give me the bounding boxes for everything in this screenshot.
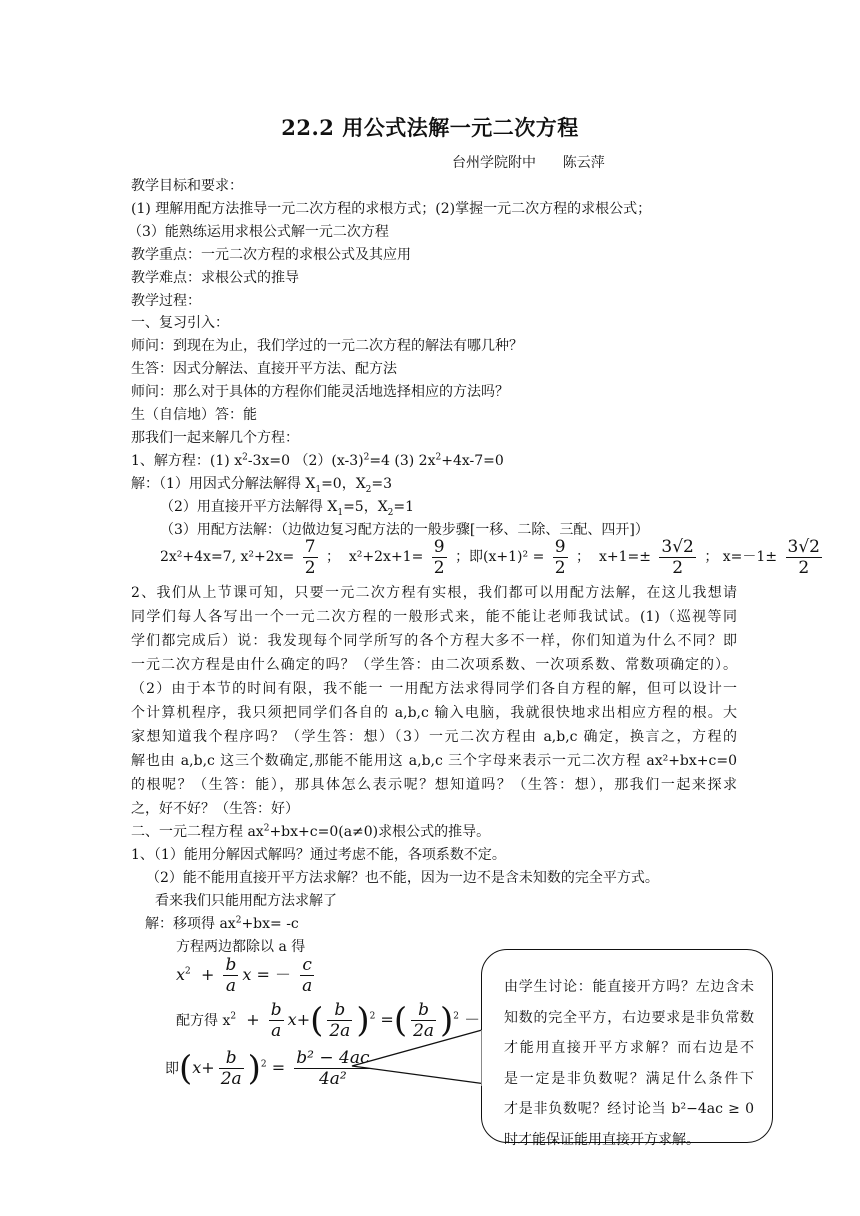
goals-heading: 教学目标和要求： bbox=[131, 178, 243, 194]
process-heading: 教学过程： bbox=[131, 293, 201, 309]
callout-line: 才能用直接开平方求解？而右边是不 bbox=[504, 1040, 754, 1056]
completing-square-equations: 2x²+4x=7, x²+2x= $\frac{7}{2}$ ； x²+2x+1= $\frac{9}{2}$ ；即(x+1)² = $\frac{9}{2}$ ； x+1=± $\frac{3√2}{2}$ ； x=－1± $\frac{3√2}{2}$ bbox=[160, 536, 820, 578]
squared-form-equation: 即(x+ $\frac{b}{2a}$ )$^2$ = $\frac{\text{b² − 4ac}}{\text{4a²}}$ bbox=[165, 1048, 370, 1089]
paragraph-line: 一元二次方程是由什么确定的吗？（学生答：由二次项系数、一次项系数、常数项确定的）。 bbox=[131, 657, 737, 673]
paragraph-line: 家想知道我个程序吗？（学生答：想）（3）一元二次方程由 a,b,c 确定，换言之，方程的 bbox=[131, 729, 737, 745]
step-4: 解：移项得 $ax^2+bx= -c$ bbox=[145, 915, 299, 932]
teacher-question-1: 师问：到现在为止，我们学过的一元二次方程的解法有哪几种？ bbox=[131, 338, 523, 354]
fraction-b-over-a-2: $\frac{b}{a}$ bbox=[270, 1000, 282, 1041]
step-1: 1、（1）能用分解因式解吗？通过考虑不能，各项系数不定。 bbox=[131, 847, 506, 863]
divided-equation: $x^2$ + $\frac{b}{a}$ x = － $\frac{c}{a}$ bbox=[176, 955, 313, 996]
student-answer-1: 生答：因式分解法、直接开平方法、配方法 bbox=[131, 361, 397, 377]
solution-line-1: 解：（1）用因式分解法解得 $X_1=0$，$X_2=3$ bbox=[131, 476, 393, 495]
paragraph-line: 解也由 a,b,c 这三个数确定,那能不能用这 a,b,c 三个字母来表示一元二次方程 ax²+bx+c=0 bbox=[131, 753, 737, 769]
fraction-b-over-2a: $\frac{b}{2a}$ bbox=[329, 1000, 351, 1041]
fraction-9-over-2-b: $\frac{9}{2}$ bbox=[554, 536, 566, 578]
problem-line: 1、解方程：(1) $x^2-3x=0$ $(2)(x-3)^2=4$ (3) $2x^2+4x-7=0$ bbox=[131, 452, 504, 469]
fraction-9-over-2: $\frac{9}{2}$ bbox=[433, 536, 445, 578]
fraction-root-1: $\frac{3√2}{2}$ bbox=[661, 536, 694, 578]
fraction-b-over-2a-b: $\frac{b}{2a}$ bbox=[413, 1000, 435, 1041]
callout-junction bbox=[478, 1028, 488, 1088]
step-2: （2）能不能用直接开平方法求解？也不能，因为一边不是含未知数的完全平方式。 bbox=[146, 870, 659, 886]
goal-line-1: (1) 理解用配方法推导一元二次方程的求根方式；(2)掌握一元二次方程的求根公式； bbox=[131, 201, 652, 217]
paragraph-line: （2）由于本节的时间有限，我不能一 一用配方法求得同学们各自方程的解，但可以设计一 bbox=[131, 681, 737, 697]
callout-line-last: 时才能保证能用直接开方求解。 bbox=[504, 1131, 700, 1148]
callout-line: 是一定是非负数呢？满足什么条件下 bbox=[504, 1070, 754, 1087]
paragraph-line: 学们都完成后）说：我发现每个同学所写的各个方程大多不一样，你们知道为什么不同？即 bbox=[131, 633, 737, 649]
paragraph-line: 同学们每人各写出一个一元二次方程的一般形式来，能不能让老师我试试。(1)（巡视等同 bbox=[131, 609, 737, 625]
callout-line: 才是非负数呢？经讨论当 b²−4ac ≥ 0 bbox=[504, 1101, 754, 1117]
author-line: 台州学院附中 陈云萍 bbox=[452, 155, 605, 171]
callout-line: 知数的完全平方，右边要求是非负常数 bbox=[504, 1009, 754, 1026]
step-5: 方程两边都除以 a 得 bbox=[176, 939, 306, 955]
goal-line-2: （3）能熟练运用求根公式解一元二次方程 bbox=[128, 224, 389, 240]
fraction-root-2: $\frac{3√2}{2}$ bbox=[787, 536, 820, 578]
fraction-b-over-a: $\frac{b}{a}$ bbox=[225, 955, 237, 996]
fraction-c-over-a: $\frac{c}{a}$ bbox=[302, 955, 313, 996]
fraction-discriminant-over-4a2: $\frac{\text{b² − 4ac}}{\text{4a²}}$ bbox=[296, 1048, 370, 1089]
paragraph-line: 的根呢？（生答：能），那具体怎么表示呢？想知道吗？（生答：想），那我们一起来探求 bbox=[131, 777, 737, 793]
section-2-heading: 二、一元二程方程 $ax^2+bx+c=0(a\ne 0)$求根公式的推导。 bbox=[131, 823, 491, 840]
paragraph-line-last: 之，好不好？（生答：好） bbox=[131, 801, 299, 817]
fraction-b-over-2a-c: $\frac{b}{2a}$ bbox=[220, 1048, 242, 1089]
teacher-question-2: 师问：那么对于具体的方程你们能灵活地选择相应的方法吗？ bbox=[131, 384, 509, 400]
student-answer-2: 生（自信地）答：能 bbox=[131, 407, 257, 423]
step-3: 看来我们只能用配方法求解了 bbox=[155, 893, 337, 909]
review-heading: 一、复习引入： bbox=[131, 315, 229, 331]
solution-line-2: （2）用直接开平方法解得 $X_1=5$，$X_2=1$ bbox=[160, 499, 415, 518]
key-point: 教学重点：一元二次方程的求根公式及其应用 bbox=[131, 247, 411, 263]
discussion-callout bbox=[481, 949, 773, 1148]
fraction-7-over-2: $\frac{7}{2}$ bbox=[304, 536, 316, 578]
callout-line: 由学生讨论：能直接开方吗？左边含未 bbox=[504, 979, 754, 995]
difficulty-point: 教学难点：求根公式的推导 bbox=[131, 270, 299, 286]
intro-line: 那我们一起来解几个方程： bbox=[131, 430, 299, 446]
completed-square-equation: 配方得 $x^2$ + $\frac{b}{a}$ x+( $\frac{b}{2a}$ )$^2$ =( $\frac{b}{2a}$ )$^2$ － bbox=[176, 995, 507, 1046]
solution-line-3: （3）用配方法解：（边做边复习配方法的一般步骤[一移、二除、三配、四开]） bbox=[160, 522, 649, 538]
paragraph-line: 个计算机程序，我只须把同学们各自的 a,b,c 输入电脑，我就很快地求出相应方程的根。大 bbox=[131, 705, 737, 721]
paragraph-line: 2、我们从上节课可知，只要一元二次方程有实根，我们都可以用配方法解，在这儿我想请 bbox=[131, 585, 737, 601]
page-title: 22.2 用公式法解一元二次方程 bbox=[281, 115, 579, 140]
